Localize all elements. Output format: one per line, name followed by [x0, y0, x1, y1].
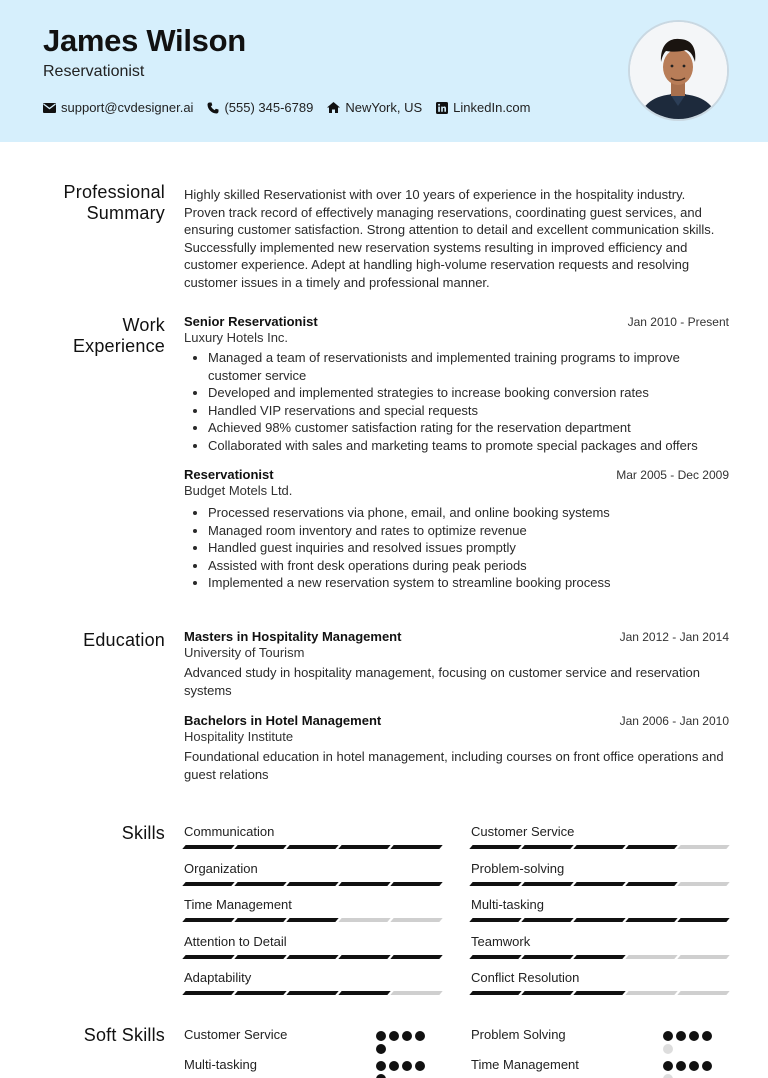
skill-rating-bar	[471, 845, 728, 849]
skill-rating-segment	[521, 918, 573, 922]
skill-rating-bar	[184, 845, 441, 849]
skill-rating-segment	[338, 845, 390, 849]
summary-title-line2: Summary	[86, 203, 165, 223]
rating-dot	[702, 1061, 712, 1071]
rating-dot	[663, 1044, 673, 1054]
soft-skills-section-title: Soft Skills	[83, 1025, 165, 1045]
soft-skill-rating-dots	[663, 1061, 723, 1078]
skill-name: Attention to Detail	[184, 933, 287, 949]
rating-dot	[689, 1031, 699, 1041]
skill-rating-segment	[625, 955, 677, 959]
job-title: Senior Reservationist	[184, 314, 318, 329]
skill-rating-segment	[390, 882, 442, 886]
education-entry	[184, 713, 729, 783]
soft-skill-name: Time Management	[471, 1057, 579, 1072]
envelope-icon	[43, 103, 56, 113]
job-company: Luxury Hotels Inc.	[184, 330, 289, 345]
rating-dot	[663, 1061, 673, 1071]
skill-rating-segment	[677, 991, 729, 995]
job-bullet: • Handled VIP reservations and special requests	[208, 402, 729, 420]
rating-dot	[702, 1031, 712, 1041]
skill-rating-segment	[573, 918, 625, 922]
skill-item	[184, 861, 441, 886]
rating-dot	[689, 1061, 699, 1071]
skill-rating-segment	[286, 955, 338, 959]
skill-name: Organization	[184, 860, 258, 876]
skill-rating-segment	[469, 918, 521, 922]
job-bullets	[184, 349, 729, 454]
degree-title: Bachelors in Hotel Management	[184, 713, 382, 728]
job-bullet: • Achieved 98% customer satisfaction rating for the reservation department	[208, 419, 729, 437]
skill-item	[471, 897, 728, 922]
rating-dot	[663, 1031, 673, 1041]
skill-rating-segment	[625, 845, 677, 849]
phone-icon	[207, 102, 219, 114]
skills-section-title: Skills	[121, 823, 165, 843]
rating-dot	[402, 1031, 412, 1041]
job-bullet: • Handled guest inquiries and resolved issues promptly	[208, 539, 729, 557]
skill-rating-segment	[182, 882, 234, 886]
skill-rating-segment	[469, 845, 521, 849]
summary-title-line1: Professional	[63, 182, 165, 202]
soft-skill-rating-dots	[663, 1031, 723, 1057]
education-date: Jan 2006 - Jan 2010	[619, 714, 729, 728]
job-bullet: • Collaborated with sales and marketing teams to promote special packages and offers	[208, 437, 729, 455]
skill-rating-segment	[234, 918, 286, 922]
skill-item	[471, 824, 728, 849]
skill-rating-segment	[286, 882, 338, 886]
job-bullet: • Processed reservations via phone, email, and online booking systems	[208, 504, 729, 522]
soft-skill-name: Problem Solving	[471, 1027, 566, 1042]
rating-dot	[676, 1031, 686, 1041]
skill-rating-segment	[521, 882, 573, 886]
rating-dot	[663, 1074, 673, 1078]
job-entry	[184, 467, 729, 592]
skill-name: Conflict Resolution	[471, 970, 580, 985]
skill-rating-segment	[390, 918, 442, 922]
skill-rating-segment	[677, 955, 729, 959]
soft-skill-name: Multi-tasking	[184, 1057, 257, 1072]
education-section-title: Education	[83, 630, 165, 650]
rating-dot	[376, 1074, 386, 1078]
summary-text: Highly skilled Reservationist with over 10 years of experience in the hospitality industry. Proven track record of effectively managing reservations, coordinating guest services, and ensuring customer satisfaction. Strong attention to detail and excellent communication skills. Successfully implemented new reservation systems resulting in improved efficiency and customer experience. Adept at handling high-volume reservation requests and resolving customer issues in a timely and professional manner.	[184, 187, 715, 290]
skill-rating-segment	[286, 991, 338, 995]
skill-rating-segment	[286, 918, 338, 922]
skill-rating-bar	[471, 882, 728, 886]
contact-email-text: support@cvdesigner.ai	[61, 100, 194, 115]
skill-item	[184, 970, 441, 995]
job-bullet: • Assisted with front desk operations during peak periods	[208, 557, 729, 575]
skill-rating-segment	[338, 918, 390, 922]
skill-rating-segment	[573, 845, 625, 849]
rating-dot	[402, 1061, 412, 1071]
skill-rating-segment	[390, 955, 442, 959]
candidate-role: Reservationist	[43, 63, 145, 80]
candidate-name: James Wilson	[43, 23, 246, 58]
skill-item	[471, 934, 728, 959]
skill-rating-bar	[471, 991, 728, 995]
skill-rating-segment	[625, 918, 677, 922]
skill-item	[184, 824, 441, 849]
skill-rating-segment	[338, 991, 390, 995]
contact-list	[43, 100, 545, 115]
job-bullet: • Developed and implemented strategies to increase booking conversion rates	[208, 384, 729, 402]
skill-rating-segment	[182, 955, 234, 959]
skill-name: Customer Service	[471, 824, 575, 839]
rating-dot	[389, 1031, 399, 1041]
experience-title-line1: Work	[122, 315, 165, 335]
soft-skill-rating-dots	[376, 1061, 436, 1078]
school-name: University of Tourism	[184, 645, 305, 660]
rating-dot	[389, 1061, 399, 1071]
rating-dot	[376, 1061, 386, 1071]
job-date: Mar 2005 - Dec 2009	[616, 468, 729, 482]
contact-location	[327, 100, 422, 115]
education-description: Advanced study in hospitality management, focusing on customer service and reservation systems	[184, 665, 700, 698]
skill-rating-segment	[573, 955, 625, 959]
education-date: Jan 2012 - Jan 2014	[619, 630, 729, 644]
skill-rating-segment	[390, 991, 442, 995]
job-date: Jan 2010 - Present	[627, 315, 729, 329]
skill-rating-segment	[469, 882, 521, 886]
skill-name: Problem-solving	[471, 860, 565, 876]
skill-rating-segment	[521, 991, 573, 995]
job-bullet: • Implemented a new reservation system to streamline booking process	[208, 574, 729, 592]
home-icon	[327, 102, 340, 113]
rating-dot	[415, 1031, 425, 1041]
linkedin-icon	[436, 102, 448, 114]
skill-item	[471, 970, 728, 995]
skill-rating-segment	[234, 991, 286, 995]
experience-title-line2: Experience	[72, 336, 165, 356]
job-bullets	[184, 504, 729, 592]
skill-item	[184, 897, 441, 922]
skill-name: Teamwork	[471, 933, 531, 949]
contact-phone-text: (555) 345-6789	[224, 100, 314, 115]
rating-dot	[415, 1061, 425, 1071]
skill-rating-segment	[338, 955, 390, 959]
rating-dot	[376, 1044, 386, 1054]
skill-rating-segment	[677, 845, 729, 849]
skill-rating-segment	[234, 882, 286, 886]
skill-rating-segment	[390, 845, 442, 849]
contact-linkedin[interactable]	[436, 100, 530, 115]
skill-name: Time Management	[184, 897, 292, 912]
skill-rating-segment	[234, 845, 286, 849]
contact-linkedin-text: LinkedIn.com	[453, 100, 531, 115]
experience-section-title	[40, 315, 165, 357]
skill-rating-bar	[471, 918, 728, 922]
skill-item	[471, 861, 728, 886]
skill-rating-segment	[625, 882, 677, 886]
skill-rating-bar	[184, 918, 441, 922]
skill-rating-segment	[182, 991, 234, 995]
skill-rating-segment	[573, 991, 625, 995]
skill-name: Multi-tasking	[471, 897, 544, 912]
job-entry	[184, 314, 729, 454]
skill-item	[184, 934, 441, 959]
skill-rating-segment	[469, 955, 521, 959]
skill-name: Communication	[184, 824, 275, 839]
skill-rating-segment	[573, 882, 625, 886]
contact-phone[interactable]	[207, 100, 313, 115]
skill-rating-segment	[625, 991, 677, 995]
contact-location-text: NewYork, US	[345, 100, 423, 115]
skill-rating-segment	[286, 845, 338, 849]
rating-dot	[376, 1031, 386, 1041]
skill-rating-segment	[469, 991, 521, 995]
skill-rating-bar	[184, 991, 441, 995]
skill-rating-segment	[182, 845, 234, 849]
profile-photo	[628, 20, 729, 121]
education-entry	[184, 629, 729, 699]
skill-rating-bar	[184, 882, 441, 886]
job-title: Reservationist	[184, 467, 274, 482]
skill-rating-segment	[677, 882, 729, 886]
skill-rating-segment	[338, 882, 390, 886]
skill-rating-segment	[182, 918, 234, 922]
contact-email[interactable]	[43, 100, 193, 115]
degree-title: Masters in Hospitality Management	[184, 629, 402, 644]
school-name: Hospitality Institute	[184, 729, 294, 744]
skill-rating-segment	[521, 955, 573, 959]
skill-name: Adaptability	[184, 970, 252, 985]
skill-rating-bar	[471, 955, 728, 959]
skill-rating-segment	[677, 918, 729, 922]
summary-section-title	[40, 182, 165, 224]
rating-dot	[676, 1061, 686, 1071]
skill-rating-segment	[234, 955, 286, 959]
education-description: Foundational education in hotel management, including courses on front office operations and guest relations	[184, 749, 724, 782]
skill-rating-bar	[184, 955, 441, 959]
resume-header	[0, 0, 768, 142]
job-company: Budget Motels Ltd.	[184, 483, 293, 498]
job-bullet: • Managed room inventory and rates to optimize revenue	[208, 522, 729, 540]
skill-rating-segment	[521, 845, 573, 849]
soft-skill-rating-dots	[376, 1031, 436, 1057]
soft-skill-name: Customer Service	[184, 1027, 288, 1042]
job-bullet: • Managed a team of reservationists and implemented training programs to improve customer service	[208, 349, 729, 384]
